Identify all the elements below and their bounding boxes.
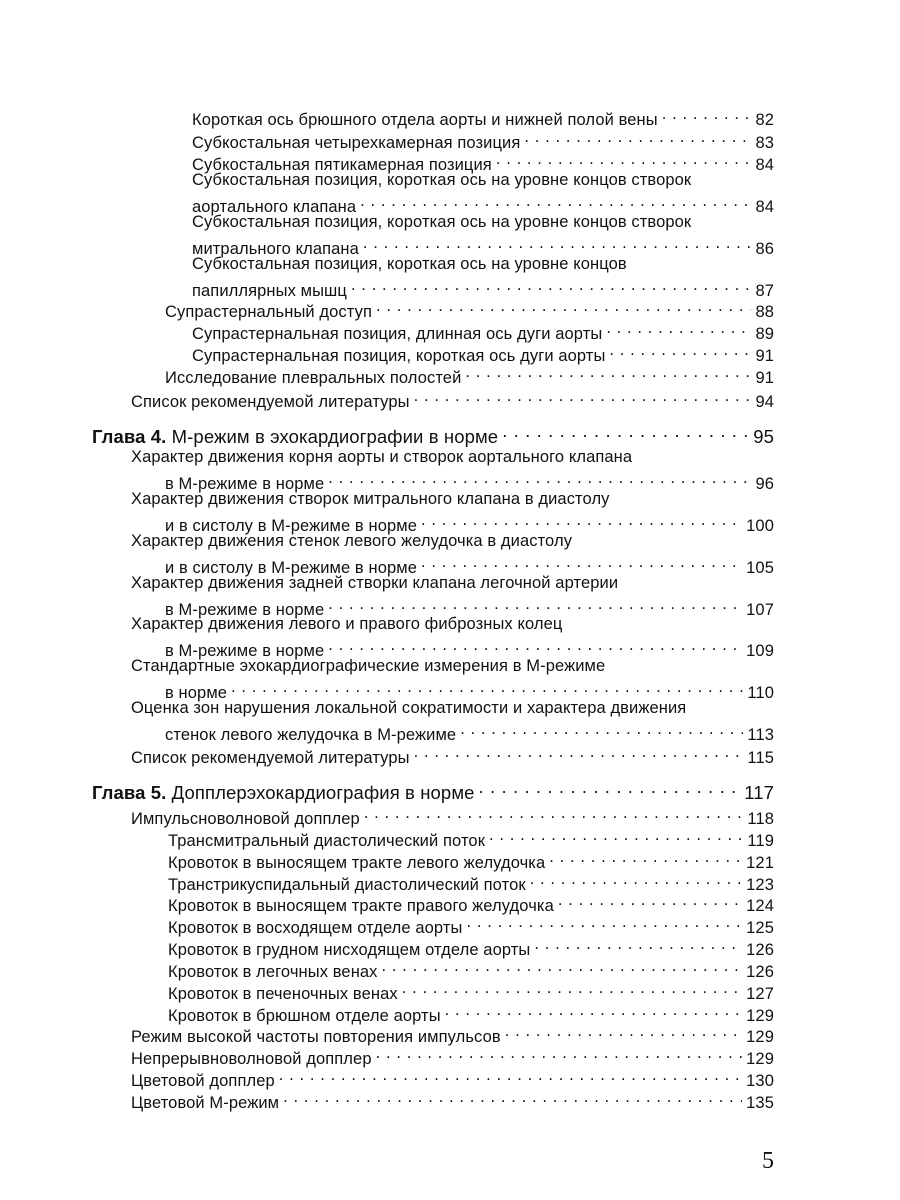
chapter-number: Глава 4.	[92, 426, 167, 447]
toc-page-number: 110	[747, 684, 774, 702]
leader-dots	[502, 419, 749, 443]
leader-dots	[328, 594, 742, 615]
toc-page-number: 129	[746, 1050, 774, 1068]
toc-page-number: 127	[746, 985, 774, 1003]
toc-entry	[131, 1087, 774, 1114]
toc-entry-title-line1: Характер движения левого и правого фиброзных колец	[131, 615, 563, 633]
leader-dots	[421, 510, 742, 531]
toc-entry-title: Супрастернальный доступ	[165, 303, 372, 321]
toc-entry-title: Кровоток в брюшном отделе аорты	[168, 1007, 441, 1025]
chapter-title: Допплерэхокардиография в норме	[171, 782, 475, 803]
leader-dots	[549, 847, 742, 868]
toc-entry-title-line1: Субкостальная позиция, короткая ось на уровне концов створок	[192, 213, 692, 231]
toc-page-number: 109	[746, 642, 774, 660]
leader-dots	[558, 890, 742, 911]
toc-page-number: 135	[746, 1094, 774, 1112]
leader-dots	[360, 191, 751, 212]
toc-entry-title: Кровоток в выносящем тракте правого желудочка	[168, 897, 554, 915]
toc-entry-title: Субкостальная пятикамерная позиция	[192, 156, 492, 174]
toc-entry-title: в М-режиме в норме	[165, 642, 325, 660]
leader-dots	[530, 869, 742, 890]
toc-entry-title: Транстрикуспидальный диастолический поток	[168, 876, 526, 894]
toc-page-number: 129	[746, 1007, 774, 1025]
toc-entry-title: в М-режиме в норме	[165, 475, 325, 493]
toc-entry-title-line1: Субкостальная позиция, короткая ось на уровне концов створок	[192, 171, 692, 189]
toc-entry-title-line1: Оценка зон нарушения локальной сократимости и характера движения	[131, 699, 687, 717]
toc-entry-title: Список рекомендуемой литературы	[131, 393, 410, 411]
leader-dots	[445, 1000, 742, 1021]
leader-dots	[489, 825, 743, 846]
toc-entry-title: Субкостальная четырехкамерная позиция	[192, 134, 521, 152]
toc-page-number: 88	[755, 303, 774, 321]
toc-page-number: 89	[755, 325, 774, 343]
toc-entry-title: митрального клапана	[192, 240, 359, 258]
toc-entry-title: Непрерывноволновой допплер	[131, 1050, 372, 1068]
leader-dots	[364, 803, 744, 824]
toc-entry-title-line1: Стандартные эхокардиографические измерения в М-режиме	[131, 657, 606, 675]
toc-page-number: 82	[755, 111, 774, 129]
toc-page-number: 113	[747, 726, 774, 744]
toc-entry	[192, 212, 774, 260]
toc-page-number: 119	[747, 832, 774, 850]
leader-dots	[402, 978, 742, 999]
toc-entry-title: в норме	[165, 684, 228, 702]
toc-entry-title: Кровоток в легочных венах	[168, 963, 378, 981]
toc-entry	[192, 254, 774, 302]
toc-entry-title: Цветовой М-режим	[131, 1094, 280, 1112]
leader-dots	[421, 552, 742, 573]
toc-chapter-5	[92, 775, 774, 805]
toc-page-number: 126	[746, 963, 774, 981]
toc-entry	[165, 362, 774, 389]
leader-dots	[479, 775, 741, 799]
leader-dots	[231, 677, 743, 698]
toc-page-number: 100	[746, 517, 774, 535]
toc-page-number: 87	[755, 282, 774, 300]
toc-page-number: 105	[746, 559, 774, 577]
leader-dots	[328, 635, 742, 656]
toc-entry	[131, 386, 774, 413]
toc-entry-title: Короткая ось брюшного отдела аорты и нижней полой вены	[192, 111, 658, 129]
leader-dots	[382, 956, 743, 977]
toc-entry-title: Список рекомендуемой литературы	[131, 749, 410, 767]
leader-dots	[414, 742, 744, 763]
toc-entry-title: Цветовой допплер	[131, 1072, 275, 1090]
leader-dots	[279, 1065, 742, 1086]
leader-dots	[606, 318, 751, 339]
leader-dots	[524, 127, 751, 148]
leader-dots	[363, 233, 752, 254]
leader-dots	[328, 468, 751, 489]
toc-entry-title: Исследование плевральных полостей	[165, 369, 462, 387]
toc-entry-title-line1: Характер движения створок митрального клапана в диастолу	[131, 490, 610, 508]
toc-page-number: 124	[746, 897, 774, 915]
leader-dots	[505, 1021, 742, 1042]
toc-page-number: 118	[747, 810, 774, 828]
toc-entry-title: Кровоток в грудном нисходящем отделе аорты	[168, 941, 531, 959]
toc-entry-title: папиллярных мышц	[192, 282, 347, 300]
toc-page-number: 123	[746, 876, 774, 894]
leader-dots	[662, 104, 752, 125]
chapter-number: Глава 5.	[92, 782, 167, 803]
toc-entry-title: Кровоток в выносящем тракте левого желудочка	[168, 854, 546, 872]
toc-entry-title: и в систолу в М-режиме в норме	[165, 559, 417, 577]
toc-page-number: 84	[755, 198, 774, 216]
leader-dots	[376, 296, 751, 317]
leader-dots	[283, 1087, 742, 1108]
leader-dots	[465, 362, 751, 383]
toc-entry	[131, 698, 774, 746]
toc-page-number: 95	[753, 426, 774, 447]
toc-page-number: 115	[747, 749, 774, 767]
page-number: 5	[762, 1148, 774, 1174]
toc-entry	[131, 614, 774, 662]
toc-entry-title-line1: Характер движения корня аорты и створок аортального клапана	[131, 448, 633, 466]
leader-dots	[460, 719, 743, 740]
toc-entry	[131, 742, 774, 769]
toc-chapter-4	[92, 419, 774, 449]
leader-dots	[351, 275, 752, 296]
toc-page-number: 83	[755, 134, 774, 152]
toc-entry	[131, 656, 774, 704]
toc-page-number: 126	[746, 941, 774, 959]
toc-entry-title: Кровоток в печеночных венах	[168, 985, 398, 1003]
toc-page-number: 94	[755, 393, 774, 411]
toc-page-number: 130	[746, 1072, 774, 1090]
toc-entry-title: Режим высокой частоты повторения импульсов	[131, 1028, 501, 1046]
toc-page-number: 129	[746, 1028, 774, 1046]
toc-entry	[192, 170, 774, 218]
toc-entry-title: Импульсноволновой допплер	[131, 810, 360, 828]
toc-entry-title: в М-режиме в норме	[165, 601, 325, 619]
toc-page-number: 91	[755, 347, 774, 365]
leader-dots	[534, 934, 742, 955]
leader-dots	[466, 912, 742, 933]
leader-dots	[414, 386, 752, 407]
toc-entry	[131, 447, 774, 495]
toc-entry-title: Супрастернальная позиция, длинная ось дуги аорты	[192, 325, 603, 343]
toc-page-number: 121	[746, 854, 774, 872]
toc-entry-title: Трансмитральный диастолический поток	[168, 832, 486, 850]
leader-dots	[496, 149, 752, 170]
toc-entry	[131, 489, 774, 537]
toc-entry-title: Супрастернальная позиция, короткая ось дуги аорты	[192, 347, 606, 365]
leader-dots	[609, 340, 751, 361]
toc-entry-title-line1: Характер движения задней створки клапана легочной артерии	[131, 574, 619, 592]
toc-page-number: 107	[746, 601, 774, 619]
toc-page-number: 96	[755, 475, 774, 493]
toc-entry-title-line1: Характер движения стенок левого желудочка в диастолу	[131, 532, 573, 550]
toc-page-number: 117	[744, 782, 774, 803]
toc-entry-title: стенок левого желудочка в М-режиме	[165, 726, 457, 744]
toc-entry	[131, 531, 774, 579]
toc-entry-title: и в систолу в М-режиме в норме	[165, 517, 417, 535]
leader-dots	[376, 1043, 743, 1064]
toc-entry-title: Кровоток в восходящем отделе аорты	[168, 919, 463, 937]
toc-page-number: 84	[755, 156, 774, 174]
toc-page-number: 125	[746, 919, 774, 937]
toc-page-number: 86	[755, 240, 774, 258]
toc-entry-title: аортального клапана	[192, 198, 357, 216]
toc-entry-title-line1: Субкостальная позиция, короткая ось на уровне концов	[192, 255, 627, 273]
chapter-title: М-режим в эхокардиографии в норме	[171, 426, 499, 447]
toc-page-number: 91	[755, 369, 774, 387]
